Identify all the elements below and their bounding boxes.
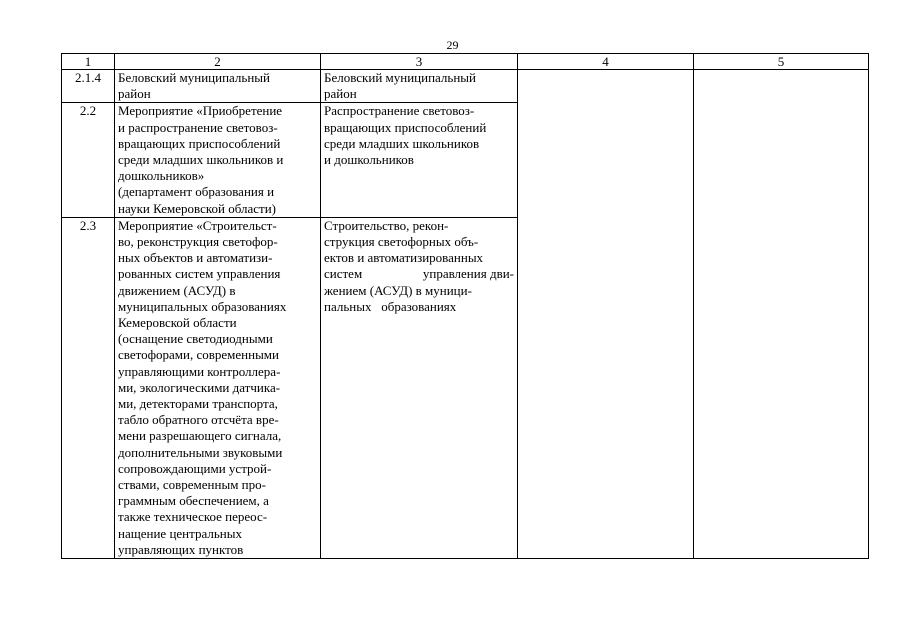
column-4-cell (518, 70, 694, 559)
page-number: 29 (446, 38, 459, 52)
text-line: Кемеровской области (118, 315, 237, 331)
text-line: ми, детекторами транспорта, (118, 396, 278, 412)
text-line: район (118, 86, 151, 102)
text-line: Беловский муниципальный (118, 70, 270, 85)
row-number: 2.2 (62, 103, 115, 217)
text-line: также техническое переос- (118, 509, 268, 525)
text-line: среди младших школьников и (118, 152, 284, 168)
text-line: струкция светофорных объ- (324, 234, 479, 250)
text-line: Мероприятие «Строительст- (118, 217, 277, 233)
text-line: ми, экологическими датчика- (118, 379, 281, 395)
row-description (115, 70, 321, 103)
row-result (321, 70, 518, 103)
column-5-cell (694, 70, 869, 559)
text-line: вращающих приспособлений (118, 135, 281, 151)
text-line: нащение центральных (118, 525, 242, 541)
text-line: управляющих пунктов (118, 541, 244, 557)
text-line: и распространение световоз- (118, 119, 278, 135)
text-line: ствами, современным про- (118, 477, 266, 493)
text-fragment: управления дви- (422, 266, 514, 282)
program-table (61, 53, 869, 559)
row-description (115, 217, 321, 558)
text-line: табло обратного отсчёта вре- (118, 412, 279, 428)
text-line: граммным обеспечением, а (118, 493, 269, 509)
text-line: Мероприятие «Приобретение (118, 103, 283, 119)
header-cell-3: 3 (321, 54, 518, 70)
text-line: дополнительными звуковыми (118, 444, 283, 460)
text-line: вращающих приспособлений (324, 119, 487, 135)
text-line: среди младших школьников (324, 135, 480, 151)
text-line: дошкольников» (118, 168, 205, 184)
table-row (62, 70, 869, 103)
text-line: (департамент образования и (118, 184, 275, 200)
text-line: во, реконструкция светофор- (118, 234, 278, 250)
row-number: 2.1.4 (62, 70, 115, 103)
text-line: ектов и автоматизированных (324, 250, 484, 266)
text-line: мени разрешающего сигнала, (118, 428, 282, 444)
text-line: светофорами, современными (118, 347, 279, 363)
row-result (321, 103, 518, 217)
text-line: науки Кемеровской области) (118, 200, 277, 216)
text-line: Строительство, рекон- (324, 217, 449, 233)
table-header-row (62, 54, 869, 70)
text-fragment: образованиях (381, 298, 457, 314)
text-line: район (324, 86, 357, 102)
text-line: ных объектов и автоматизи- (118, 250, 273, 266)
row-description (115, 103, 321, 217)
text-line: Беловский муниципальный (324, 70, 476, 85)
header-cell-2: 2 (115, 54, 321, 70)
text-line (324, 266, 514, 282)
text-line: сопровождающими устрой- (118, 460, 272, 476)
header-cell-4: 4 (518, 54, 694, 70)
header-cell-5: 5 (694, 54, 869, 70)
text-line: и дошкольников (324, 152, 414, 168)
row-number: 2.3 (62, 217, 115, 558)
text-line: муниципальных образованиях (118, 298, 287, 314)
text-line: жением (АСУД) в муници- (324, 282, 472, 298)
text-line: Распространение световоз- (324, 103, 475, 119)
text-line: движением (АСУД) в (118, 282, 236, 298)
text-line: управляющими контроллера- (118, 363, 281, 379)
text-line (324, 299, 514, 315)
text-fragment: систем (324, 266, 363, 282)
row-result (321, 217, 518, 558)
header-cell-1: 1 (62, 54, 115, 70)
text-fragment: пальных (324, 298, 372, 314)
text-line: рованных систем управления (118, 266, 281, 282)
text-line: (оснащение светодиодными (118, 331, 273, 347)
